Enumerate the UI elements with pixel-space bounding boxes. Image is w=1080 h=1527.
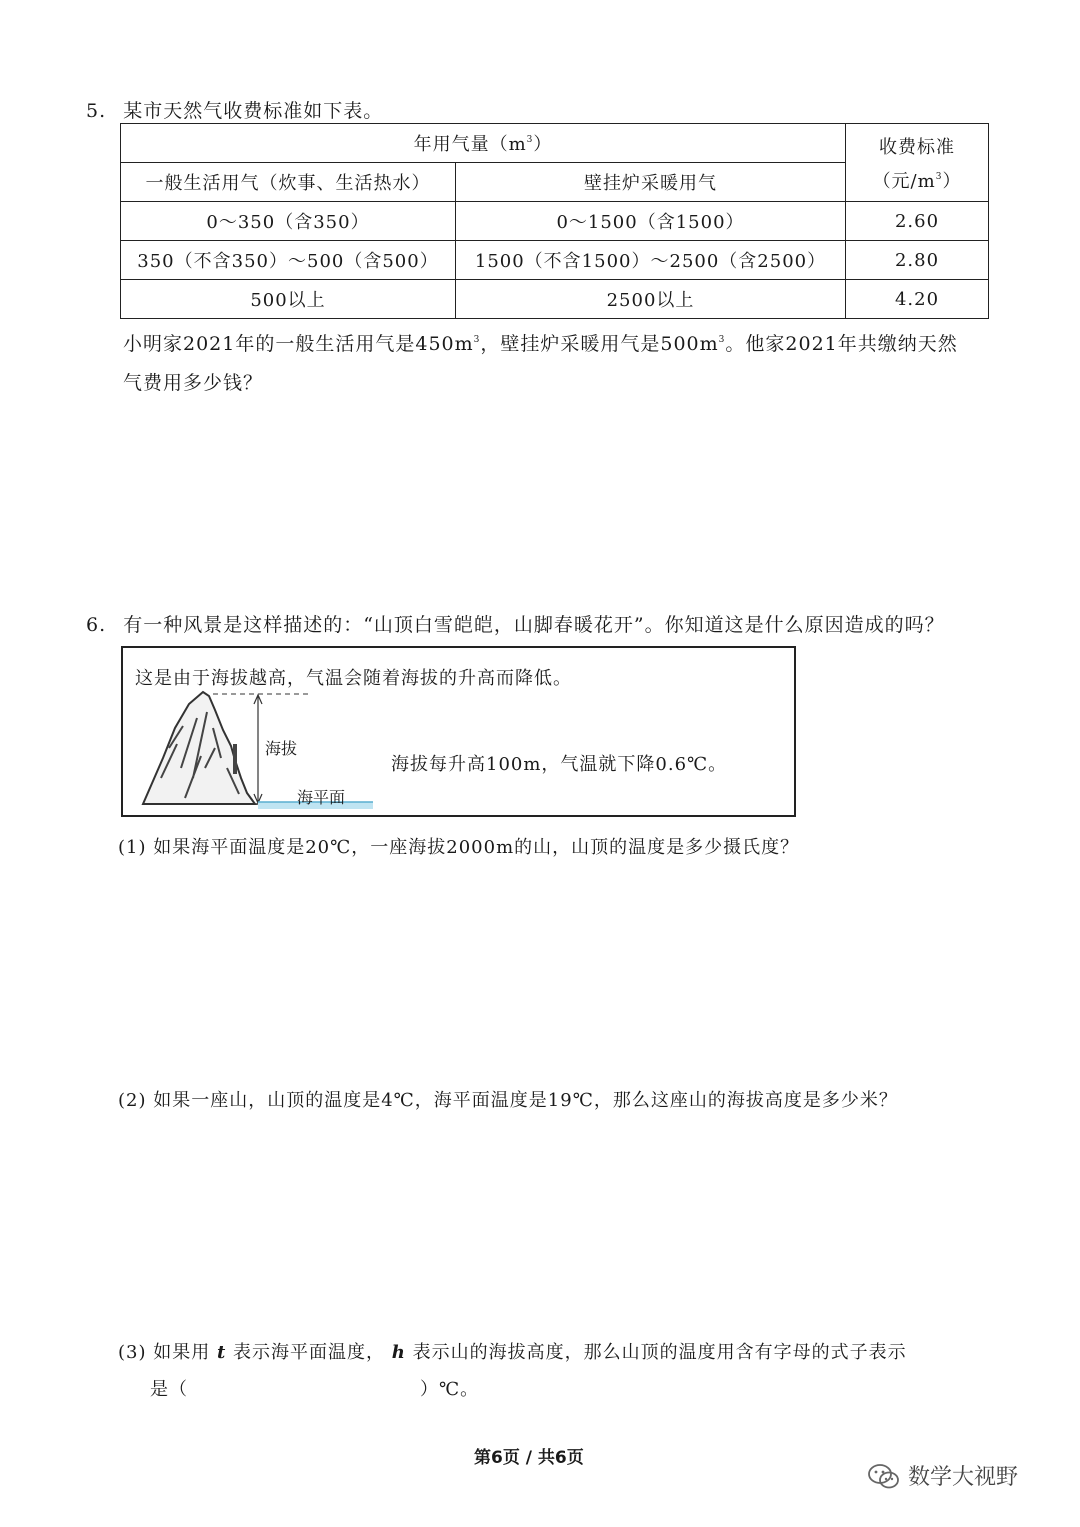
q6-number: 6.: [86, 614, 107, 636]
q6-title: [86, 610, 945, 637]
q5-question-line1: 小明家2021年的一般生活用气是$450m^3$，壁挂炉采暖用气是$500m^3$。他家2021年共缴纳天然: [123, 333, 958, 355]
q5-title: [86, 96, 383, 123]
watermark-text: 数学大视野: [908, 1465, 1019, 1490]
header-annual-usage: 年用气量$(m^3)$: [121, 124, 846, 163]
cell-heating: 0～1500（含1500）: [456, 202, 846, 241]
table-row: [121, 241, 989, 280]
cell-heating: 2500以上: [456, 280, 846, 319]
q6-sub1: (1) 如果海平面温度是20℃，一座海拔2000m的山，山顶的温度是多少摄氏度？: [118, 837, 800, 858]
box-line1: 这是由于海拔越高，气温会随着海拔的升高而降低。: [135, 668, 572, 689]
label-altitude: 海拔: [265, 739, 298, 758]
cell-general: 500以上: [121, 280, 456, 319]
altitude-info-box: [121, 646, 796, 817]
cell-price: 2.60: [846, 202, 989, 241]
wechat-icon: [866, 1461, 902, 1491]
cell-general: 350（不含350）～500（含500）: [121, 241, 456, 280]
cell-general: 0～350（含350）: [121, 202, 456, 241]
q6-sub2: (2) 如果一座山，山顶的温度是4℃，海平面温度是19℃，那么这座山的海拔高度是多少米？: [118, 1090, 898, 1111]
var-t: t: [216, 1342, 227, 1363]
q5-intro: 某市天然气收费标准如下表。: [123, 100, 384, 122]
label-sea-level: 海平面: [297, 788, 346, 807]
cell-price: 2.80: [846, 241, 989, 280]
header-heating-use: 壁挂炉采暖用气: [456, 163, 846, 202]
mountain-rock: [233, 744, 237, 774]
altitude-rule: 海拔每升高100m，气温就下降0.6℃。: [391, 754, 728, 775]
page-footer: 第6页 / 共6页: [474, 1448, 584, 1468]
header-price: [846, 124, 989, 202]
header-general-use: 一般生活用气（炊事、生活热水）: [121, 163, 456, 202]
table-row: [121, 202, 989, 241]
var-h: h: [391, 1342, 406, 1363]
watermark: [866, 1460, 1018, 1491]
table-row: [121, 280, 989, 319]
mountain-illustration: [123, 648, 794, 815]
q5-number: 5.: [86, 100, 107, 122]
gas-price-table: [120, 123, 989, 319]
cell-heating: 1500（不含1500）～2500（含2500）: [456, 241, 846, 280]
q6-intro: 有一种风景是这样描述的：“山顶白雪皑皑，山脚春暖花开”。你知道这是什么原因造成的吗？: [123, 614, 945, 636]
header-price-title: 收费标准: [879, 136, 955, 158]
q6-sub3-line2: 是（ ）℃。: [150, 1379, 480, 1400]
q6-sub3-line1: (3) 如果用 t 表示海平面温度， h 表示山的海拔高度，那么山顶的温度用含有字母的式子表示: [118, 1342, 907, 1363]
cell-price: 4.20: [846, 280, 989, 319]
header-price-unit: （元$/m^3$）: [872, 170, 962, 192]
q5-question-line2: 气费用多少钱？: [123, 372, 264, 394]
